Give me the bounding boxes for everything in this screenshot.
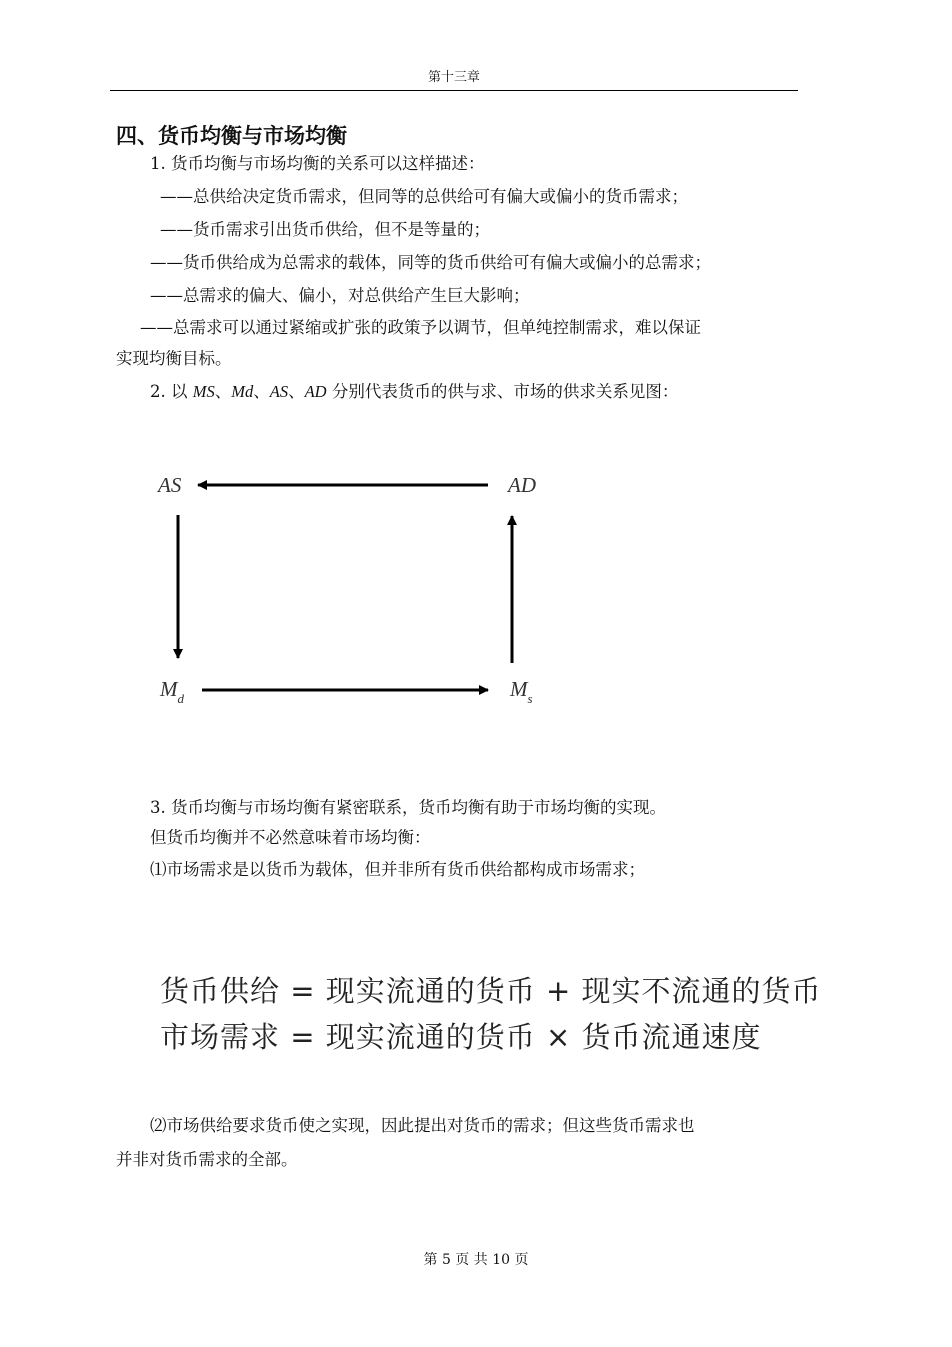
p7-sep3: 、 xyxy=(288,382,305,401)
paragraph-9: 但货币均衡并不必然意味着市场均衡： xyxy=(150,828,431,847)
paragraph-11a: ⑵市场供给要求货币使之实现，因此提出对货币的需求；但这些货币需求也 xyxy=(150,1116,695,1135)
ms-term: MS xyxy=(192,382,215,401)
p7-prefix: 2. 以 xyxy=(150,382,193,401)
paragraph-10: ⑴市场需求是以货币为载体，但并非所有货币供给都构成市场需求； xyxy=(150,860,645,879)
ad-label: AD xyxy=(508,473,536,497)
page-number-label: 第 5 页 共 10 页 xyxy=(423,1252,529,1268)
paragraph-6a: ——总需求可以通过紧缩或扩张的政策予以调节，但单纯控制需求，难以保证 xyxy=(140,318,701,337)
paragraph-4: ——货币供给成为总需求的载体，同等的货币供给可有偏大或偏小的总需求； xyxy=(150,253,711,272)
p7-suffix: 分别代表货币的供与求、市场的供求关系见图： xyxy=(326,382,679,401)
paragraph-6b: 实现均衡目标。 xyxy=(116,349,232,368)
supply-demand-cycle-diagram xyxy=(150,460,550,720)
ms-label xyxy=(509,677,533,706)
chapter-label: 第十三章 xyxy=(427,70,480,85)
md-label-base: M xyxy=(160,677,178,701)
paragraph-7 xyxy=(150,380,678,404)
as-label: AS xyxy=(158,473,182,497)
formula-money-supply: 货币供给 = 现实流通的货币 + 现实不流通的货币 xyxy=(160,974,822,1008)
page-footer xyxy=(0,1250,952,1270)
md-term: Md xyxy=(231,382,254,401)
paragraph-11b: 并非对货币需求的全部。 xyxy=(116,1150,298,1169)
section-title: 四、货币均衡与市场均衡 xyxy=(116,124,347,148)
money-formula-figure xyxy=(160,968,822,1060)
paragraph-1: 1. 货币均衡与市场均衡的关系可以这样描述： xyxy=(150,154,485,173)
page-header xyxy=(110,70,798,91)
p7-sep1: 、 xyxy=(214,382,232,401)
md-label xyxy=(159,677,185,706)
formula-market-demand: 市场需求 = 现实流通的货币 × 货币流通速度 xyxy=(160,1020,762,1054)
as-term: AS xyxy=(269,382,289,401)
paragraph-5: ——总需求的偏大、偏小，对总供给产生巨大影响； xyxy=(150,286,530,305)
paragraph-3: ——货币需求引出货币供给，但不是等量的； xyxy=(160,220,490,239)
ad-term: AD xyxy=(304,382,327,401)
ms-label-sub: s xyxy=(527,691,533,706)
paragraph-8: 3. 货币均衡与市场均衡有紧密联系，货币均衡有助于市场均衡的实现。 xyxy=(150,798,666,817)
paragraph-2: ——总供给决定货币需求，但同等的总供给可有偏大或偏小的货币需求； xyxy=(160,187,688,206)
p7-sep2: 、 xyxy=(253,382,270,401)
ms-label-base: M xyxy=(510,677,528,701)
md-label-sub: d xyxy=(177,691,184,706)
